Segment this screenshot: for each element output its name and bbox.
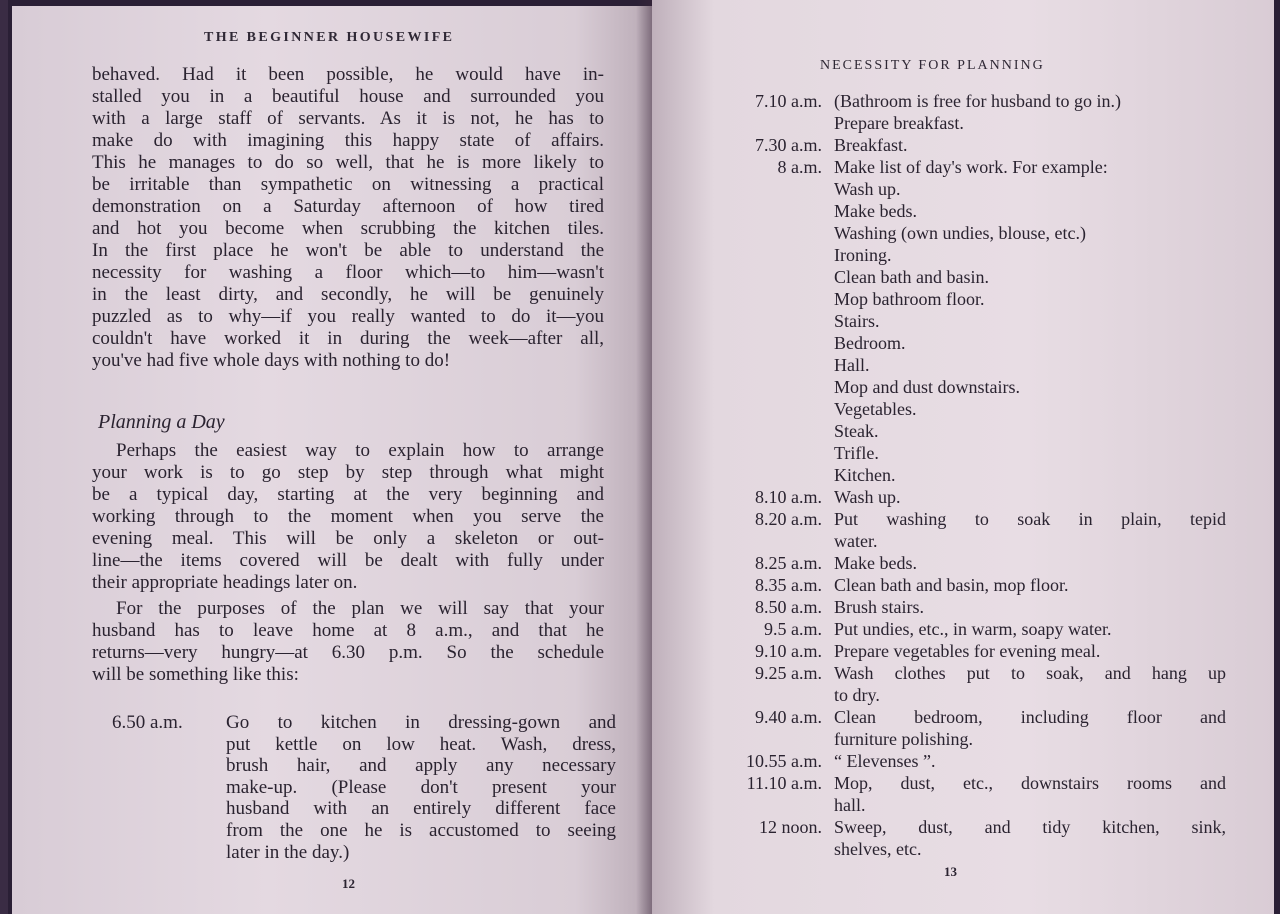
schedule-time: 9.5 a.m. (764, 619, 822, 639)
schedule-time: 8 a.m. (777, 157, 822, 177)
schedule-time: 8.10 a.m. (755, 487, 822, 507)
text-line: Make list of day's work. For example: (834, 157, 1108, 177)
schedule-time: 7.30 a.m. (755, 135, 822, 155)
text-line: and hot you become when scrubbing the kitchen tiles. (92, 218, 604, 239)
text-line: their appropriate headings later on. (92, 572, 358, 593)
text-line: with a large staff of servants. As it is not, he has to (92, 108, 604, 129)
text-line: Stairs. (834, 311, 880, 331)
text-line: Wash clothes put to soak, and hang up (834, 663, 1226, 683)
text-line: in the least dirty, and secondly, he will be genuinely (92, 284, 604, 305)
text-line: (Bathroom is free for husband to go in.) (834, 91, 1121, 111)
text-line: Bedroom. (834, 333, 906, 353)
schedule-time: 12 noon. (759, 817, 822, 837)
text-line: be irritable than sympathetic on witnessing a practical (92, 174, 604, 195)
schedule-description (834, 574, 1226, 596)
page-number-right: 13 (944, 864, 957, 879)
text-line: water. (834, 531, 878, 551)
schedule-time: 7.10 a.m. (755, 91, 822, 111)
schedule-description (834, 596, 1226, 618)
text-line: Brush stairs. (834, 597, 924, 617)
text-line: puzzled as to why—if you really wanted to do it—you (92, 306, 604, 327)
schedule-description (226, 712, 616, 863)
schedule-description (834, 750, 1226, 772)
text-line: returns—very hungry—at 6.30 p.m. So the schedule (92, 642, 604, 663)
text-line: Mop and dust downstairs. (834, 377, 1020, 397)
schedule-time: 9.10 a.m. (755, 641, 822, 661)
schedule-time: 8.25 a.m. (755, 553, 822, 573)
text-line: In the first place he won't be able to understand the (92, 240, 604, 261)
text-line: Put washing to soak in plain, tepid (834, 509, 1226, 529)
text-line: This he manages to do so well, that he is more likely to (92, 152, 604, 173)
schedule-time: 8.20 a.m. (755, 509, 822, 529)
text-line: you've had five whole days with nothing to do! (92, 350, 451, 371)
text-line: couldn't have worked it in during the week—after all, (92, 328, 604, 349)
schedule-time: 9.40 a.m. (755, 707, 822, 727)
running-head-left: THE BEGINNER HOUSEWIFE (204, 30, 455, 45)
text-line: Perhaps the easiest way to explain how to arrange (116, 440, 604, 461)
section-heading: Planning a Day (98, 411, 225, 433)
text-line: Wash up. (834, 179, 901, 199)
text-line: Sweep, dust, and tidy kitchen, sink, (834, 817, 1226, 837)
left-page (12, 6, 652, 914)
schedule-time: 8.50 a.m. (755, 597, 822, 617)
schedule-description (834, 772, 1226, 816)
text-line: husband has to leave home at 8 a.m., and that he (92, 620, 604, 641)
schedule-description (834, 486, 1226, 508)
text-line: evening meal. This will be only a skeleton or out- (92, 528, 604, 549)
text-line: Ironing. (834, 245, 892, 265)
text-line: Clean bedroom, including floor and (834, 707, 1226, 727)
right-page (652, 0, 1274, 914)
text-line: Go to kitchen in dressing-gown and (226, 712, 616, 733)
schedule-description (834, 816, 1226, 860)
schedule-time: 8.35 a.m. (755, 575, 822, 595)
schedule-description (834, 618, 1226, 640)
text-line: your work is to go step by step through what might (92, 462, 604, 483)
text-line: For the purposes of the plan we will say that your (116, 598, 604, 619)
text-line: make do with imagining this happy state of affairs. (92, 130, 604, 151)
text-line: Mop, dust, etc., downstairs rooms and (834, 773, 1226, 793)
schedule-description (834, 156, 1226, 486)
text-line: Hall. (834, 355, 870, 375)
text-line: make-up. (Please don't present your (226, 776, 616, 798)
schedule-time: 6.50 a.m. (112, 712, 183, 733)
text-line: stalled you in a beautiful house and surrounded you (92, 86, 604, 107)
text-line: “ Elevenses ”. (834, 751, 936, 771)
running-head-right: NECESSITY FOR PLANNING (820, 58, 1045, 73)
text-line: later in the day.) (226, 841, 350, 863)
text-line: Mop bathroom floor. (834, 289, 985, 309)
text-line: Make beds. (834, 553, 917, 573)
text-line: Prepare vegetables for evening meal. (834, 641, 1101, 661)
text-line: furniture polishing. (834, 729, 973, 749)
text-line: from the one he is accustomed to seeing (226, 819, 616, 841)
schedule-description (834, 508, 1226, 552)
paragraph-1 (92, 64, 604, 372)
text-line: Steak. (834, 421, 879, 441)
page-number-left: 12 (342, 876, 355, 891)
text-line: to dry. (834, 685, 880, 705)
text-line: Washing (own undies, blouse, etc.) (834, 223, 1086, 243)
schedule-description (834, 552, 1226, 574)
text-line: Wash up. (834, 487, 901, 507)
text-line: line—the items covered will be dealt with fully under (92, 550, 604, 571)
text-line: Clean bath and basin, mop floor. (834, 575, 1069, 595)
text-line: hall. (834, 795, 866, 815)
paragraph-3 (92, 598, 604, 686)
text-line: brush hair, and apply any necessary (226, 755, 616, 777)
schedule-description (834, 706, 1226, 750)
schedule-description (834, 640, 1226, 662)
text-line: necessity for washing a floor which—to him—wasn't (92, 262, 604, 283)
text-line: behaved. Had it been possible, he would have in- (92, 64, 604, 85)
text-line: Clean bath and basin. (834, 267, 989, 287)
text-line: husband with an entirely different face (226, 798, 616, 820)
schedule-time: 11.10 a.m. (746, 773, 822, 793)
text-line: Prepare breakfast. (834, 113, 964, 133)
text-line: Vegetables. (834, 399, 917, 419)
text-line: Trifle. (834, 443, 879, 463)
schedule-time: 10.55 a.m. (746, 751, 822, 771)
text-line: be a typical day, starting at the very beginning and (92, 484, 604, 505)
text-line: shelves, etc. (834, 839, 922, 859)
text-line: Put undies, etc., in warm, soapy water. (834, 619, 1112, 639)
schedule-description (834, 134, 1226, 156)
schedule-time: 9.25 a.m. (755, 663, 822, 683)
schedule-description (834, 662, 1226, 706)
text-line: demonstration on a Saturday afternoon of how tired (92, 196, 604, 217)
text-line: working through to the moment when you serve the (92, 506, 604, 527)
text-line: Make beds. (834, 201, 917, 221)
paragraph-2 (92, 440, 604, 594)
schedule-description (834, 90, 1226, 134)
text-line: will be something like this: (92, 664, 299, 685)
text-line: Breakfast. (834, 135, 908, 155)
text-line: put kettle on low heat. Wash, dress, (226, 733, 616, 755)
text-line: Kitchen. (834, 465, 896, 485)
